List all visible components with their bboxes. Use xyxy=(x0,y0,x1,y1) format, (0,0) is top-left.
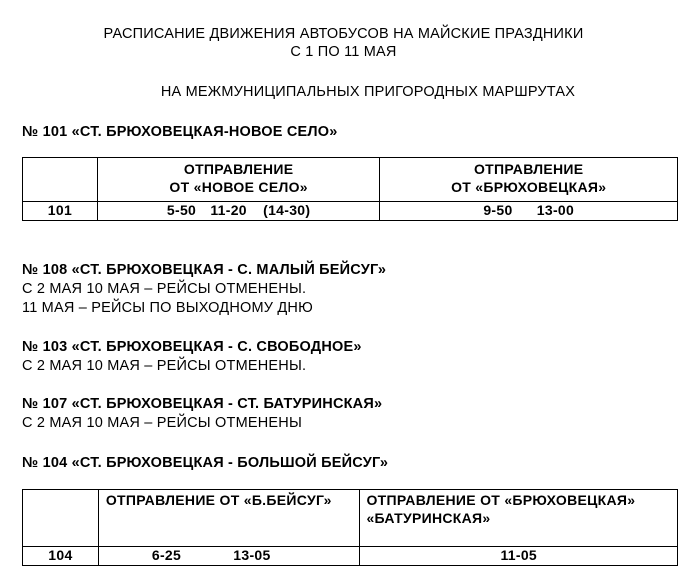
departure-time: 9-50 xyxy=(483,202,513,218)
table-header-row xyxy=(23,158,678,202)
route-107-title: № 107 «СТ. БРЮХОВЕЦКАЯ - СТ. БАТУРИНСКАЯ» xyxy=(22,396,383,412)
column-header-from-bryukhovetskaya xyxy=(360,490,678,547)
departure-times-cell xyxy=(98,547,360,566)
departure-time: 13-00 xyxy=(536,202,575,218)
departure-time: (14-30) xyxy=(263,202,311,218)
route-104-table xyxy=(22,489,678,566)
column-header-line: «БАТУРИНСКАЯ» xyxy=(366,510,491,526)
subtitle: НА МЕЖМУНИЦИПАЛЬНЫХ ПРИГОРОДНЫХ МАРШРУТАХ xyxy=(160,84,576,100)
departure-time: 13-05 xyxy=(233,547,271,563)
column-header-from-b-beisug: ОТПРАВЛЕНИЕ ОТ «Б.БЕЙСУГ» xyxy=(98,490,360,547)
column-header-line: ОТПРАВЛЕНИЕ xyxy=(183,161,294,177)
date-range: С 1 ПО 11 МАЯ xyxy=(290,44,397,60)
column-header-from-bryukhovetskaya xyxy=(380,158,678,202)
route-101-table xyxy=(22,157,678,221)
table-corner-cell xyxy=(23,158,98,202)
column-header-line: ОТ «БРЮХОВЕЦКАЯ» xyxy=(451,179,607,195)
table-header-row xyxy=(23,490,678,547)
column-header-line: ОТ «НОВОЕ СЕЛО» xyxy=(169,179,308,195)
route-108-note: 11 МАЯ – РЕЙСЫ ПО ВЫХОДНОМУ ДНЮ xyxy=(22,300,313,316)
route-108-title: № 108 «СТ. БРЮХОВЕЦКАЯ - С. МАЛЫЙ БЕЙСУГ» xyxy=(22,262,387,278)
route-107-note: С 2 МАЯ 10 МАЯ – РЕЙСЫ ОТМЕНЕНЫ xyxy=(22,415,302,431)
column-header-from-novoe-selo xyxy=(97,158,380,202)
departure-time: 6-25 xyxy=(151,547,182,563)
departure-times-cell xyxy=(380,202,678,221)
table-row xyxy=(23,547,678,566)
departure-time: 5-50 xyxy=(166,202,197,218)
departure-time: 11-20 xyxy=(210,202,247,218)
page-title: РАСПИСАНИЕ ДВИЖЕНИЯ АВТОБУСОВ НА МАЙСКИЕ ПРАЗДНИКИ xyxy=(103,26,584,42)
table-corner-cell xyxy=(23,490,99,547)
column-header-line: ОТПРАВЛЕНИЕ xyxy=(473,161,584,177)
route-104-title: № 104 «СТ. БРЮХОВЕЦКАЯ - БОЛЬШОЙ БЕЙСУГ» xyxy=(22,455,389,471)
route-number-cell: 101 xyxy=(23,202,98,221)
route-108-note: С 2 МАЯ 10 МАЯ – РЕЙСЫ ОТМЕНЕНЫ. xyxy=(22,281,307,297)
column-header-line: ОТПРАВЛЕНИЕ ОТ «БРЮХОВЕЦКАЯ» xyxy=(366,492,636,508)
route-103-note: С 2 МАЯ 10 МАЯ – РЕЙСЫ ОТМЕНЕНЫ. xyxy=(22,358,307,374)
route-number-cell: 104 xyxy=(23,547,99,566)
table-row xyxy=(23,202,678,221)
departure-times-cell xyxy=(97,202,380,221)
departure-time: 11-05 xyxy=(500,547,537,563)
route-103-title: № 103 «СТ. БРЮХОВЕЦКАЯ - С. СВОБОДНОЕ» xyxy=(22,339,362,355)
route-101-title: № 101 «СТ. БРЮХОВЕЦКАЯ-НОВОЕ СЕЛО» xyxy=(22,124,338,140)
departure-times-cell xyxy=(360,547,678,566)
